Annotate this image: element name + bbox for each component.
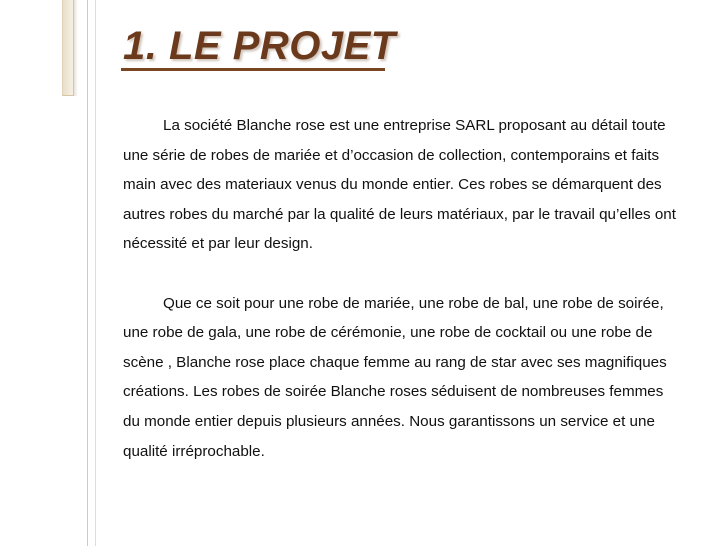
paragraph-collection: Que ce soit pour une robe de mariée, une robe de bal, une robe de soirée, une robe de gala, une robe de cérémonie, une robe de cocktail ou une robe de scène , Blanche rose place chaque femme au rang de star avec ses magnifiques créations. Les robes de soirée Blanche roses séduisent de nombreuses femmes du monde entier depuis plusieurs années. Nous garantissons un service et une qualité irréprochable. xyxy=(123,294,667,460)
decorative-frame-line-inner xyxy=(95,0,96,546)
decorative-tab-shadow xyxy=(74,0,78,96)
slide-body xyxy=(123,111,683,466)
paragraph-company: La société Blanche rose est une entreprise SARL proposant au détail toute une série de robes de mariée et d’occasion de collection, contemporains et faits main avec des materiaux venus du monde entier. Ces robes se démarquent des autres robes du marché par la qualité de leurs matériaux, par le travail qu’elles ont nécessité et par leur design. xyxy=(123,117,676,253)
slide-title: 1. LE PROJET xyxy=(123,24,396,68)
decorative-tab xyxy=(62,0,74,96)
decorative-frame-line xyxy=(87,0,88,546)
title-underline xyxy=(121,68,385,71)
paragraph-spacer xyxy=(123,259,683,289)
